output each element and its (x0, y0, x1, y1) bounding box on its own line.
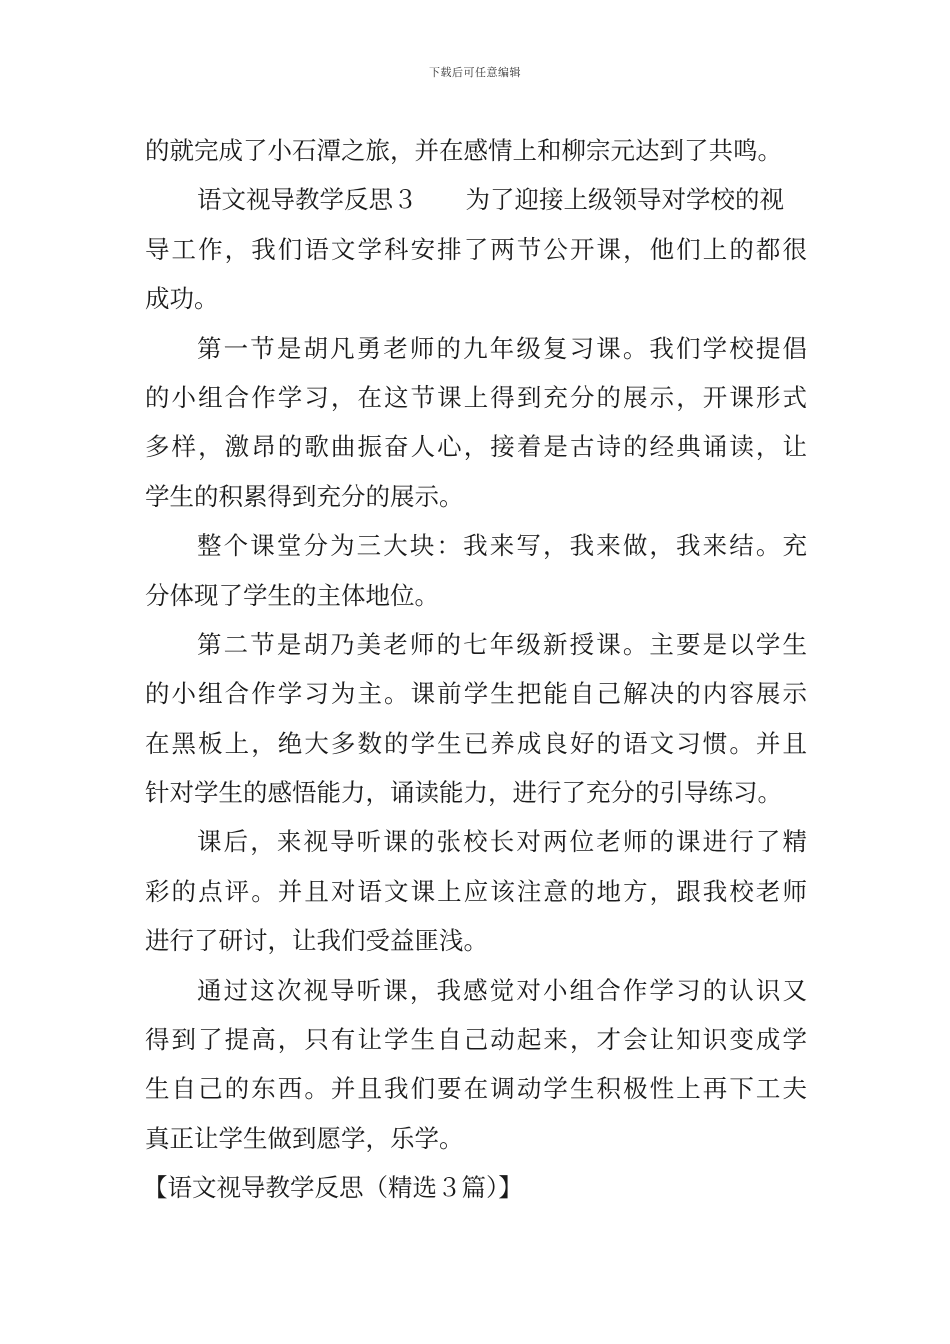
section-heading-line (145, 175, 807, 224)
paragraph-first-line: 整个课堂分为三大块：我来写，我来做，我来结。充 (197, 531, 807, 561)
text-line: 的就完成了小石潭之旅，并在感情上和柳宗元达到了共鸣。 (145, 136, 782, 165)
document-body (145, 126, 807, 1213)
text-line-tail: 为了迎接上级领导对学校的视 (465, 185, 784, 215)
text-line: 针对学生的感悟能力，诵读能力，进行了充分的引导练习。 (145, 778, 782, 808)
text-line: 的小组合作学习，在这节课上得到充分的展示，开课形式 (145, 382, 807, 412)
text-line: 进行了研讨，让我们受益匪浅。 (145, 926, 488, 956)
text-line: 真正让学生做到愿学，乐学。 (145, 1123, 464, 1153)
paragraph-first-line: 第一节是胡凡勇老师的九年级复习课。我们学校提倡 (197, 333, 807, 363)
closing-title: 【语文视导教学反思（精选３篇）】 (143, 1173, 523, 1203)
text-line: 得到了提高，只有让学生自己动起来，才会让知识变成学 (145, 1025, 807, 1055)
paragraph-first-line: 第二节是胡乃美老师的七年级新授课。主要是以学生 (197, 629, 807, 659)
text-line: 彩的点评。并且对语文课上应该注意的地方，跟我校老师 (145, 876, 807, 906)
text-line: 导工作，我们语文学科安排了两节公开课，他们上的都很 (145, 234, 807, 264)
paragraph-first-line: 课后，来视导听课的张校长对两位老师的课进行了精 (197, 827, 807, 857)
text-line: 多样，激昂的歌曲振奋人心，接着是古诗的经典诵读，让 (145, 432, 807, 462)
text-line: 生自己的东西。并且我们要在调动学生积极性上再下工夫 (145, 1074, 807, 1104)
text-line: 的小组合作学习为主。课前学生把能自己解决的内容展示 (145, 679, 807, 709)
page-header: 下载后可任意编辑 (429, 66, 521, 79)
text-line: 在黑板上，绝大多数的学生已养成良好的语文习惯。并且 (145, 728, 807, 758)
section-heading: 语文视导教学反思３ (197, 185, 418, 215)
text-line: 学生的积累得到充分的展示。 (145, 481, 464, 511)
paragraph-first-line: 通过这次视导听课，我感觉对小组合作学习的认识又 (197, 975, 807, 1005)
text-line: 成功。 (145, 284, 219, 314)
text-line: 分体现了学生的主体地位。 (145, 580, 439, 610)
